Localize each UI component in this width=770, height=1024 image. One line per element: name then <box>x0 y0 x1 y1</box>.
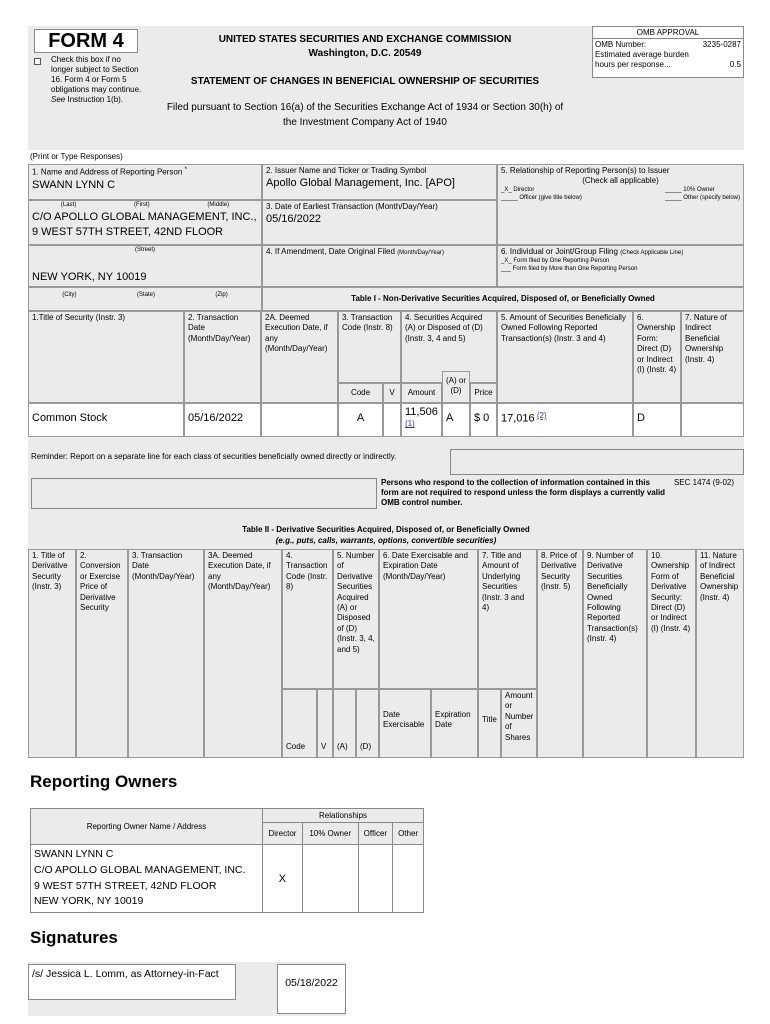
t2-col5-text: 5. Number of Derivative Securities Acquired (A) or Disposed of (D) (Instr. 3, 4, and 5) <box>337 551 375 654</box>
zip-label: (Zip) <box>215 292 228 298</box>
omb-burden-label: Estimated average burden <box>595 50 689 59</box>
street-label: (Street) <box>134 247 155 253</box>
t2-col9-header <box>583 549 647 758</box>
t1-col2-header <box>184 311 261 403</box>
officer-header-text: Officer <box>363 829 388 838</box>
agency-name: UNITED STATES SECURITIES AND EXCHANGE COMMISSION <box>218 34 512 45</box>
first-label: (First) <box>133 202 150 208</box>
amendment-cell <box>262 245 497 287</box>
relationships-header <box>263 809 424 823</box>
amendment-sub: (Month/Day/Year) <box>397 250 444 256</box>
filed-pursuant-1: Filed pursuant to Section 16(a) of the Securities Exchange Act of 1934 or Section 30(h) of <box>166 102 564 113</box>
joint-filing-label: 6. Individual or Joint/Group Filing <box>501 247 618 256</box>
owner-officer-mark <box>358 845 393 913</box>
director-header-text: Director <box>268 829 297 838</box>
reminder-text: Reminder: Report on a separate line for each class of securities beneficially owned directly or indirectly. <box>31 452 397 461</box>
t2-v-header <box>317 689 333 758</box>
t2-amount-header <box>501 689 537 758</box>
t2-col7-text: 7. Title and Amount of Underlying Securities (Instr. 3 and 4) <box>482 551 525 612</box>
omb-number-label: OMB Number: <box>595 40 647 49</box>
t1-row-form: D <box>633 403 681 437</box>
t1-amount-header <box>401 383 442 403</box>
omb-hours: 0.5 <box>729 60 741 69</box>
director-check: _X_ Director <box>501 186 535 193</box>
issuer-name: Apollo Global Management, Inc. [APO] <box>266 177 455 190</box>
t2-col6-text: 6. Date Exercisable and Expiration Date (Month/Day/Year) <box>383 551 468 581</box>
t1-row-amount: 11,506 <box>405 406 438 418</box>
reporting-person-name: SWANN LYNN C <box>32 179 116 192</box>
asterisk: * <box>184 166 188 173</box>
t2-col2-header <box>76 549 128 758</box>
t1-price-header <box>470 383 497 403</box>
signer-cell <box>28 964 236 1000</box>
t2-v-text: V <box>321 742 327 751</box>
t1-col1-text: 1.Title of Security (Instr. 3) <box>32 313 126 322</box>
t1-v-header <box>383 383 401 403</box>
table1-title <box>262 287 744 311</box>
table2-subtitle: (e.g., puts, calls, warrants, options, convertible securities) <box>275 536 497 545</box>
table2-title: Table II - Derivative Securities Acquired, Disposed of, or Beneficially Owned <box>242 525 530 534</box>
t2-exp-text: Expiration Date <box>435 710 471 730</box>
owner10-header <box>302 823 358 845</box>
t2-col1-text: 1. Title of Derivative Security (Instr. 3) <box>32 551 68 592</box>
owner10-header-text: 10% Owner <box>309 829 352 838</box>
name-parts-cell <box>28 200 262 245</box>
t1-row-nature <box>681 403 744 437</box>
relationships-header-text: Relationships <box>318 811 368 820</box>
t2-col7-header <box>478 549 537 689</box>
t2-d-header <box>356 689 379 758</box>
middle-label: (Middle) <box>207 202 230 208</box>
t2-code-header <box>282 689 317 758</box>
checkbox-text-see: See <box>51 95 66 104</box>
t2-col9-text: 9. Number of Derivative Securities Beneficially Owned Following Reported Transaction(s) (Instr. 4) <box>587 551 638 644</box>
no-longer-subject-checkbox[interactable] <box>34 58 41 65</box>
t2-a-header <box>333 689 356 758</box>
signature-spacer-cell <box>277 964 346 1014</box>
t2-exp-header <box>431 689 478 758</box>
owner-line2: C/O APOLLO GLOBAL MANAGEMENT, INC. <box>34 863 246 876</box>
sec-code: SEC 1474 (9-02) <box>673 478 734 487</box>
t1-col4-text: 4. Securities Acquired (A) or Disposed of (D) (Instr. 3, 4 and 5) <box>405 313 483 343</box>
joint-more: ___ Form filed by More than One Reporting Person <box>501 265 638 272</box>
t2-d-text: (D) <box>360 742 372 751</box>
form-title: FORM 4 <box>48 30 124 52</box>
owner-other-mark <box>393 845 424 913</box>
t2-col10-header <box>647 549 696 758</box>
t1-col3-text: 3. Transaction Code (Instr. 8) <box>342 313 393 333</box>
t1-row-aord: A <box>442 403 470 437</box>
owner-director-mark: X <box>263 845 303 913</box>
t2-col1-header <box>28 549 76 758</box>
owner-line3: 9 WEST 57TH STREET, 42ND FLOOR <box>34 879 217 892</box>
t2-col5-header <box>333 549 379 689</box>
owner-row <box>31 845 424 913</box>
t1-row-owned-cell <box>497 403 633 437</box>
t1-row-date: 05/16/2022 <box>184 403 261 437</box>
issuer-cell <box>262 164 497 200</box>
omb-hours-label: hours per response... <box>595 60 671 69</box>
t1-v-text: V <box>389 388 395 397</box>
reporting-person-cell <box>28 164 262 200</box>
t1-col2-text: 2. Transaction Date (Month/Day/Year) <box>188 313 251 343</box>
table1-title-text: Table I - Non-Derivative Securities Acquired, Disposed of, or Beneficially Owned <box>351 294 655 303</box>
signatures-heading: Signatures <box>30 928 118 947</box>
t2-col10-text: 10. Ownership Form of Derivative Security: Direct (D) or Indirect (I) (Instr. 4) <box>651 551 691 633</box>
t1-col2a-header <box>261 311 338 403</box>
owner-name-header <box>31 809 263 845</box>
earliest-date-label: 3. Date of Earliest Transaction (Month/Day/Year) <box>266 202 438 211</box>
checkbox-text-main: Check this box if no longer subject to Section 16. Form 4 or Form 5 obligations may continue. <box>51 55 142 94</box>
reporting-owners-table <box>30 808 424 913</box>
t2-col11-text: 11. Nature of Indirect Beneficial Ownership (Instr. 4) <box>700 551 739 602</box>
t2-col4-header <box>282 549 333 689</box>
signature-date: 05/18/2022 <box>285 977 338 989</box>
other-check: _____ Other (specify below) <box>664 194 740 201</box>
relationship-label: 5. Relationship of Reporting Person(s) to Issuer <box>501 166 670 175</box>
t2-col4-text: 4. Transaction Code (Instr. 8) <box>286 551 328 592</box>
owner-line1: SWANN LYNN C <box>34 848 114 860</box>
officer-check: _____ Officer (give title below) <box>501 194 582 201</box>
earliest-date: 05/16/2022 <box>266 213 322 226</box>
omb-approval-box <box>592 26 744 78</box>
owner-owner10-mark <box>302 845 358 913</box>
t1-col5-header <box>497 311 633 403</box>
t2-col8-header <box>537 549 583 758</box>
reporting-person-label: 1. Name and Address of Reporting Person <box>32 167 183 177</box>
t1-col6-header <box>633 311 681 403</box>
t2-a-text: (A) <box>337 742 348 751</box>
state-label: (State) <box>136 292 155 298</box>
persons-notice: Persons who respond to the collection of information contained in this form are not required to respond unless the form displays a currently valid OMB control number. <box>381 478 666 507</box>
t1-col1-header <box>28 311 184 403</box>
t1-row-price: $ 0 <box>470 403 497 437</box>
owner-line4: NEW YORK, NY 10019 <box>34 895 144 908</box>
t1-col5-text: 5. Amount of Securities Beneficially Owned Following Reported Transaction(s) (Instr. 3 and 4) <box>501 313 626 343</box>
t2-date-ex-header <box>379 689 431 758</box>
relationship-cell <box>497 164 744 245</box>
t1-amount-text: Amount <box>407 388 436 397</box>
reminder-box-left <box>31 478 377 509</box>
owner-address-cell <box>31 845 263 913</box>
filed-pursuant-2: the Investment Company Act of 1940 <box>283 117 447 128</box>
joint-one: _X_ Form filed by One Reporting Person <box>501 257 610 264</box>
owner-name-header-text: Reporting Owner Name / Address <box>86 822 207 831</box>
statement-title: STATEMENT OF CHANGES IN BENEFICIAL OWNERSHIP OF SECURITIES <box>190 76 540 87</box>
t2-col2-text: 2. Conversion or Exercise Price of Derivative Security <box>80 551 121 612</box>
t1-aord-text: (A) or (D) <box>446 376 466 396</box>
t2-date-ex-text: Date Exercisable <box>383 710 425 730</box>
reporting-address: C/O APOLLO GLOBAL MANAGEMENT, INC., 9 WEST 57TH STREET, 42ND FLOOR <box>32 210 257 238</box>
director-header <box>263 823 303 845</box>
t1-code-text: Code <box>350 388 371 397</box>
reporting-owners-heading: Reporting Owners <box>30 772 178 791</box>
t1-row-deemed <box>261 403 338 437</box>
t2-col3a-header <box>204 549 282 758</box>
t1-row-security: Common Stock <box>28 403 184 437</box>
issuer-label: 2. Issuer Name and Ticker or Trading Symbol <box>266 166 427 175</box>
print-type-note: (Print or Type Responses) <box>30 152 123 161</box>
t1-price-text: Price <box>474 388 493 397</box>
t2-code-text: Code <box>286 742 306 751</box>
signer-name: /s/ Jessica L. Lomm, as Attorney-in-Fact <box>32 968 219 980</box>
t2-title-text: Title <box>482 715 497 724</box>
t2-col3a-text: 3A. Deemed Execution Date, if any (Month/Day/Year) <box>208 551 271 592</box>
t1-row-v <box>383 403 401 437</box>
checkbox-text-instruction: Instruction 1(b). <box>67 95 124 104</box>
t1-row-amount-cell <box>401 403 442 437</box>
t1-col6-text: 6. Ownership Form: Direct (D) or Indirect (I) (Instr. 4) <box>637 313 677 374</box>
t2-title-header <box>478 689 501 758</box>
t1-col3-header <box>338 311 401 383</box>
t2-col8-text: 8. Price of Derivative Security (Instr. 5) <box>541 551 578 592</box>
t2-col11-header <box>696 549 744 758</box>
t1-col7-header <box>681 311 744 403</box>
t1-col7-text: 7. Nature of Indirect Beneficial Ownership (Instr. 4) <box>685 313 727 364</box>
t1-aord-header <box>442 371 470 403</box>
officer-header <box>358 823 393 845</box>
checkbox-text <box>51 55 143 105</box>
last-label: (Last) <box>60 202 77 208</box>
other-header-text: Other <box>398 829 419 838</box>
agency-location: Washington, D.C. 20549 <box>308 48 422 59</box>
t2-col3-text: 3. Transaction Date (Month/Day/Year) <box>132 551 195 581</box>
city-label: (City) <box>62 292 77 298</box>
t2-col3-header <box>128 549 204 758</box>
t2-amount-text: Amount or Number of Shares <box>505 691 534 742</box>
t1-row-owned: 17,016 <box>501 412 535 425</box>
relationship-check: (Check all applicable) <box>582 176 659 186</box>
street-cell <box>28 245 262 287</box>
t1-amount-footnote-link[interactable]: (1) <box>405 419 415 429</box>
reminder-box-right <box>450 449 744 475</box>
earliest-date-cell <box>262 200 497 245</box>
omb-title: OMB APPROVAL <box>593 27 743 39</box>
form-title-box <box>34 29 138 53</box>
joint-filing-cell <box>497 245 744 287</box>
t1-code-header <box>338 383 383 403</box>
other-header <box>393 823 424 845</box>
omb-number: 3235-0287 <box>702 40 741 49</box>
t1-owned-footnote-link[interactable]: (2) <box>536 411 547 420</box>
reporting-city-state: NEW YORK, NY 10019 <box>32 270 147 283</box>
t2-col6-header <box>379 549 478 689</box>
city-state-zip-cell <box>28 287 262 311</box>
t1-col2a-text: 2A. Deemed Execution Date, if any (Month/Day/Year) <box>265 313 328 354</box>
t1-row-code: A <box>338 403 383 437</box>
amendment-label: 4. If Amendment, Date Original Filed <box>266 247 395 256</box>
joint-filing-sub: (Check Applicable Line) <box>620 250 684 256</box>
owner10-check: _____ 10% Owner <box>664 186 715 193</box>
